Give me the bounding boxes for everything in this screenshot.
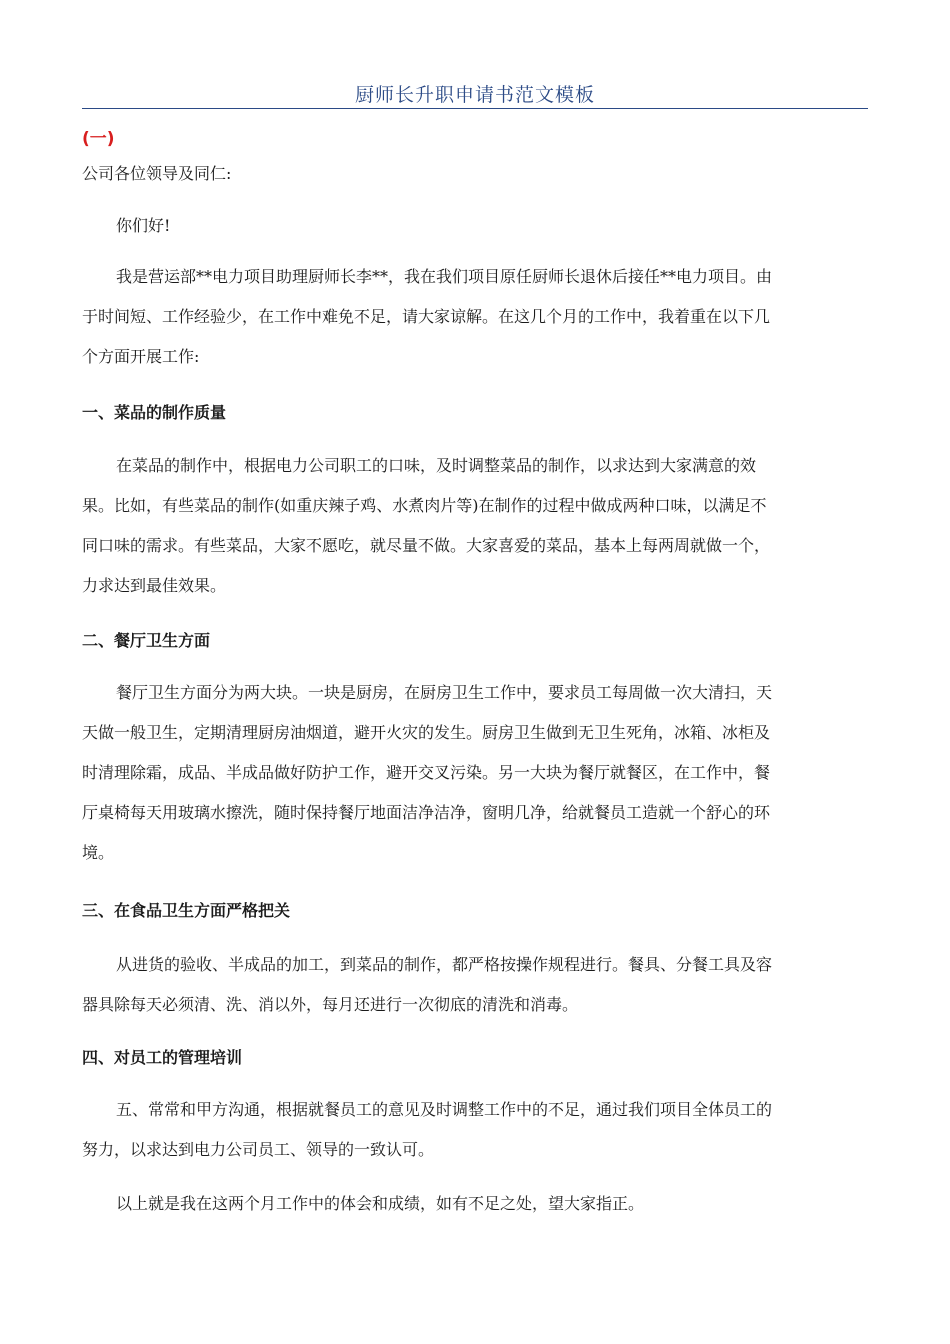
- section-heading-1: 一、菜品的制作质量: [82, 403, 227, 422]
- paragraph-line: 从进货的验收、半成品的加工，到菜品的制作，都严格按操作规程进行。餐具、分餐工具及容: [116, 955, 773, 974]
- section-heading-3: 三、在食品卫生方面严格把关: [82, 901, 291, 920]
- salutation: [82, 154, 868, 194]
- paragraph-line: 厅桌椅每天用玻璃水擦洗，随时保持餐厅地面洁净洁净，窗明几净，给就餐员工造就一个舒心的环: [82, 803, 771, 822]
- greeting-text: 你们好!: [116, 216, 171, 235]
- paragraph-line: 时清理除霜，成品、半成品做好防护工作，避开交叉污染。另一大块为餐厅就餐区，在工作中，餐: [82, 763, 771, 782]
- section-heading-4: 四、对员工的管理培训: [82, 1048, 243, 1067]
- paragraph-line: 力求达到最佳效果。: [82, 576, 227, 595]
- paragraph-line: 境。: [82, 843, 115, 862]
- intro-paragraph: [82, 257, 868, 377]
- paragraph-line: 同口味的需求。有些菜品，大家不愿吃，就尽量不做。大家喜爱的菜品，基本上每两周就做一个，: [82, 536, 771, 555]
- paragraph-line: 努力，以求达到电力公司员工、领导的一致认可。: [82, 1140, 435, 1159]
- closing-text: 以上就是我在这两个月工作中的体会和成绩，如有不足之处，望大家指正。: [116, 1194, 645, 1213]
- paragraph-line: 于时间短、工作经验少，在工作中难免不足，请大家谅解。在这几个月的工作中，我着重在以下几: [82, 307, 771, 326]
- paragraph-line: 器具除每天必须清、洗、消以外，每月还进行一次彻底的清洗和消毒。: [82, 995, 579, 1014]
- paragraph-line: 个方面开展工作:: [82, 347, 200, 366]
- paragraph-line: 天做一般卫生，定期清理厨房油烟道，避开火灾的发生。厨房卫生做到无卫生死角，冰箱、冰柜及: [82, 723, 771, 742]
- section-heading-2: 二、餐厅卫生方面: [82, 631, 211, 650]
- paragraph-line: 果。比如，有些菜品的制作(如重庆辣子鸡、水煮肉片等)在制作的过程中做成两种口味，以满足不: [82, 496, 767, 515]
- paragraph-line: 餐厅卫生方面分为两大块。一块是厨房，在厨房卫生工作中，要求员工每周做一次大清扫，天: [116, 683, 773, 702]
- paragraph-line: 我是营运部**电力项目助理厨师长李**，我在我们项目原任厨师长退休后接任**电力项目。由: [116, 267, 773, 286]
- section-paragraph-4: [82, 1090, 868, 1170]
- salutation-text: 公司各位领导及同仁:: [82, 164, 232, 183]
- paragraph-line: 在菜品的制作中，根据电力公司职工的口味，及时调整菜品的制作，以求达到大家满意的效: [116, 456, 757, 475]
- closing-paragraph: [82, 1184, 868, 1224]
- section-paragraph-2: [82, 673, 868, 873]
- section-marker: (一): [82, 129, 115, 149]
- section-paragraph-3: [82, 945, 868, 1025]
- paragraph-line: 五、常常和甲方沟通，根据就餐员工的意见及时调整工作中的不足，通过我们项目全体员工的: [116, 1100, 773, 1119]
- document-title: 厨师长升职申请书范文模板: [354, 84, 595, 106]
- section-paragraph-1: [82, 446, 868, 606]
- title-underline: [82, 108, 868, 109]
- greeting: [82, 206, 868, 246]
